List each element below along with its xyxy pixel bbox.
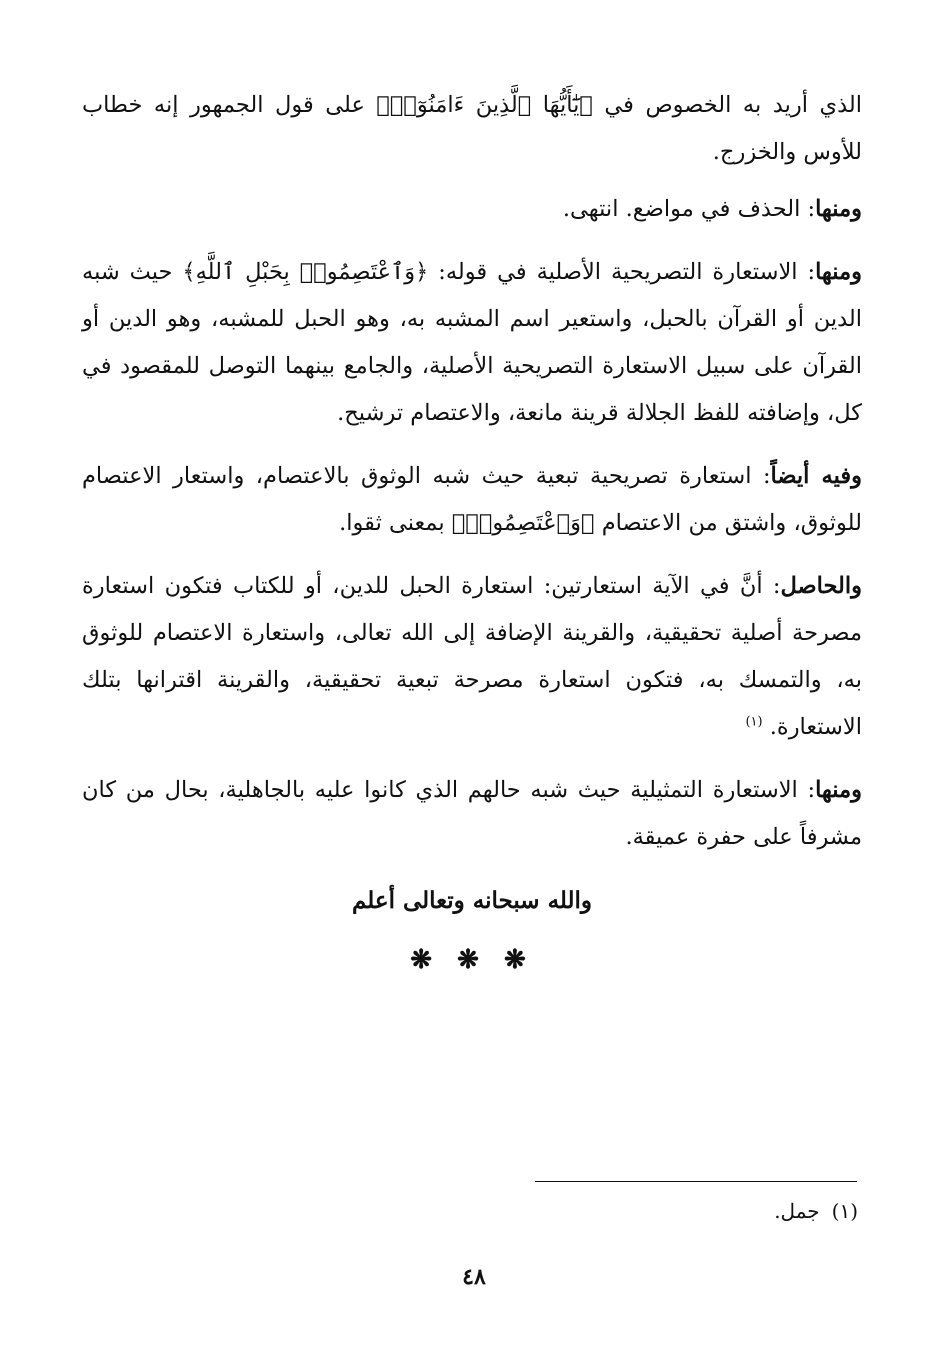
paragraph-intro-text: على قول الجمهور إنه خطاب للأوس والخزرج. bbox=[82, 92, 862, 165]
footnote-reference[interactable]: (١) bbox=[745, 714, 763, 730]
paragraph-text: بمعنى ثقوا. bbox=[339, 510, 452, 536]
section-separator: ❋ ❋ ❋ bbox=[410, 945, 534, 975]
paragraph-text: : الحذف في مواضع. انتهى. bbox=[562, 196, 816, 222]
paragraph-conclusion bbox=[82, 563, 862, 751]
paragraph-text: : استعارة تصريحية تبعية حيث شبه الوثوق بالاعتصام، واستعار الاعتصام للوثوق، واشتق من الاعتصام bbox=[82, 463, 862, 536]
paragraph-lead: والحاصل bbox=[780, 573, 862, 599]
quran-quote: ﴿وَٱعْتَصِمُوا۟﴾ bbox=[451, 510, 595, 536]
paragraph-lead: وفيه أيضاً bbox=[770, 463, 862, 489]
paragraph-allegory bbox=[82, 767, 862, 861]
paragraph-lead: ومنها bbox=[815, 777, 862, 803]
paragraph-metaphor-secondary bbox=[82, 453, 862, 547]
paragraph-text: : الاستعارة التمثيلية حيث شبه حالهم الذي كانوا عليه بالجاهلية، بحال من كان مشرفاً على حفرة عميقة. bbox=[82, 777, 862, 850]
closing-phrase: والله سبحانه وتعالى أعلم bbox=[351, 887, 593, 914]
footnote-text: جمل. bbox=[774, 1199, 820, 1223]
paragraph-intro-text: الذي أريد به الخصوص في bbox=[592, 92, 862, 118]
paragraph-text: : الاستعارة التصريحية الأصلية في قوله: bbox=[428, 259, 816, 285]
paragraph-ellipsis bbox=[82, 186, 862, 233]
paragraph-intro bbox=[82, 82, 862, 176]
page-number: ٤٨ bbox=[462, 1264, 486, 1290]
page-body bbox=[82, 82, 862, 975]
quran-quote: ﴿يَٰٓأَيُّهَا ٱلَّذِينَ ءَامَنُوٓا۟﴾ bbox=[376, 92, 593, 118]
quran-quote: ﴿وَٱعْتَصِمُوا۟ بِحَبْلِ ٱللَّهِ﴾ bbox=[182, 259, 429, 285]
paragraph-metaphor-primary bbox=[82, 249, 862, 437]
paragraph-lead: ومنها bbox=[815, 259, 863, 285]
paragraph-text: : أنَّ في الآية استعارتين: استعارة الحبل للدين، أو للكتاب فتكون استعارة مصرحة أصلية تحقيقية، والقرينة الإضافة إلى الله تعالى، واستعارة الاعتصام للوثوق به، والتمسك به، فتكون استعارة مصرحة تبعية تحقيقية، والقرينة اقترانها بتلك الاستعارة. bbox=[82, 573, 862, 740]
footnote-divider bbox=[535, 1181, 857, 1182]
paragraph-text: حيث شبه الدين أو القرآن بالحبل، واستعير اسم المشبه به، وهو الحبل للمشبه، وهو الدين أو القرآن على سبيل الاستعارة التصريحية الأصلية، والجامع بينهما التوصل للمقصود في كل، وإضافته للفظ الجلالة قرينة مانعة، والاعتصام ترشيح. bbox=[82, 259, 862, 426]
paragraph-lead: ومنها bbox=[815, 196, 862, 222]
footnote-number: (١) bbox=[831, 1199, 858, 1223]
footnote bbox=[774, 1196, 858, 1226]
